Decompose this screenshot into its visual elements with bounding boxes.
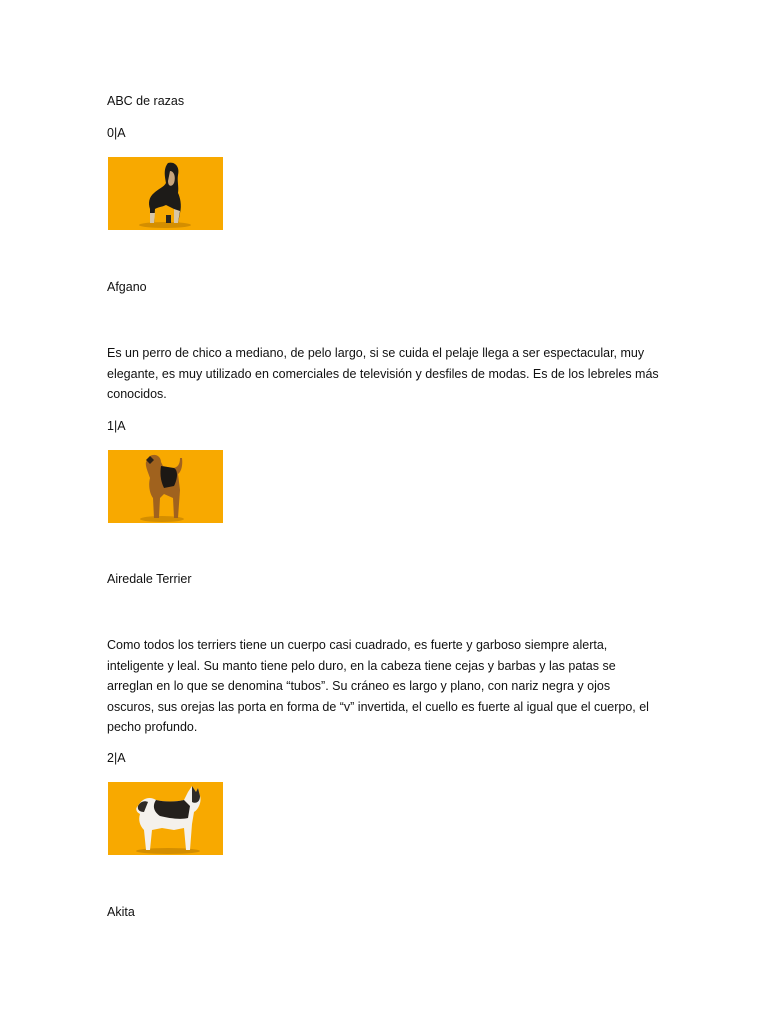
description-line: Es un perro de chico a mediano, de pelo largo, si se cuida el pelaje llega a ser espectacular, muy (107, 346, 645, 360)
entry-index: 0|A (107, 126, 126, 140)
entry-index: 2|A (107, 751, 126, 765)
afghan-hound-photo (108, 157, 223, 230)
description-line: inteligente y leal. Su manto tiene pelo duro, en la cabeza tiene cejas y barbas y las patas se (107, 658, 616, 673)
entry-name: Akita (107, 905, 135, 919)
entry-index: 1|A (107, 419, 126, 433)
description-line: Como todos los terriers tiene un cuerpo casi cuadrado, es fuerte y garboso siempre alerta, (107, 638, 608, 652)
document-title: ABC de razas (107, 94, 185, 108)
description-line: pecho profundo. (107, 720, 198, 734)
entry-description (107, 343, 667, 405)
akita-photo (108, 782, 223, 855)
description-line: oscuros, sus orejas las porta en forma de “v” invertida, el cuello es fuerte al igual que el cuerpo, el (107, 699, 649, 714)
description-line: conocidos. (107, 387, 167, 401)
description-line: elegante, es muy utilizado en comerciales de televisión y desfiles de modas. Es de los lebreles más (107, 366, 659, 381)
entry-name: Airedale Terrier (107, 572, 192, 586)
entry-name: Afgano (107, 280, 147, 294)
description-line: arreglan en lo que se denomina “tubos”. Su cráneo es largo y plano, con nariz negra y ojos (107, 679, 611, 693)
airedale-terrier-photo (108, 450, 223, 523)
entry-description (107, 635, 667, 738)
